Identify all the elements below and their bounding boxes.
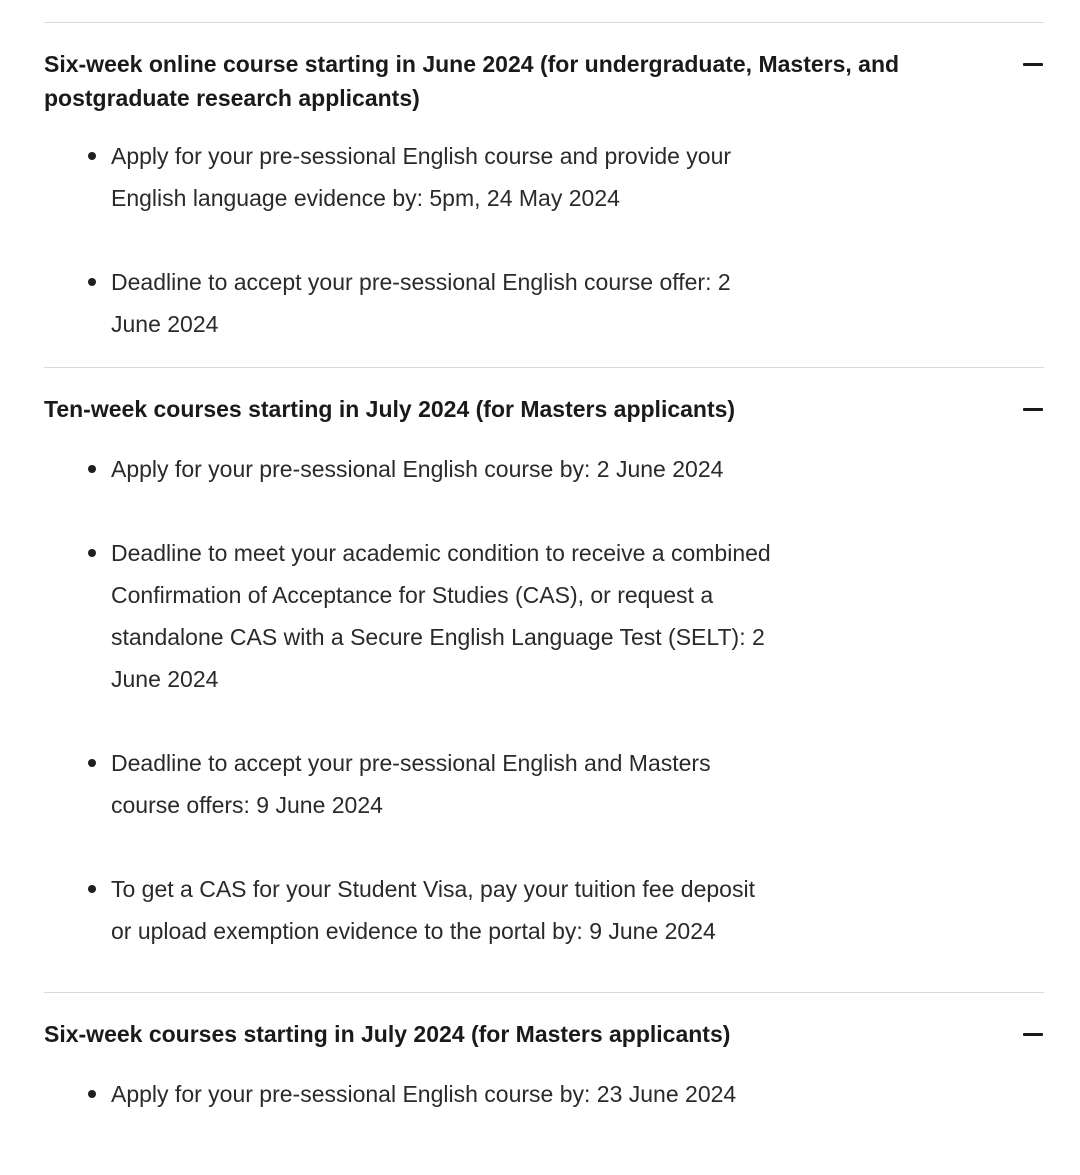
list-item bbox=[44, 868, 781, 952]
deadline-list bbox=[44, 135, 1044, 367]
list-item bbox=[44, 261, 781, 345]
minus-icon[interactable] bbox=[1022, 1017, 1044, 1051]
accordion-section-six-week-july bbox=[44, 992, 1044, 1115]
bullet-icon bbox=[88, 759, 96, 767]
list-item-text: Apply for your pre-sessional English course by: 23 June 2024 bbox=[111, 1081, 737, 1107]
deadlines-accordion bbox=[44, 0, 1044, 1115]
minus-icon[interactable] bbox=[1022, 392, 1044, 426]
list-item-text: Deadline to accept your pre-sessional English and Masters course offers: 9 June 2024 bbox=[111, 750, 711, 818]
list-item bbox=[44, 448, 781, 490]
list-item-text: To get a CAS for your Student Visa, pay your tuition fee deposit or upload exemption evidence to the portal by: 9 June 2024 bbox=[111, 876, 755, 944]
list-item bbox=[44, 532, 781, 700]
section-title: Six-week courses starting in July 2024 (for Masters applicants) bbox=[44, 1021, 731, 1047]
section-title: Six-week online course starting in June 2024 (for undergraduate, Masters, and postgraduate research applicants) bbox=[44, 51, 900, 111]
bullet-icon bbox=[88, 885, 96, 893]
bullet-icon bbox=[88, 1090, 96, 1098]
bullet-icon bbox=[88, 278, 96, 286]
accordion-header[interactable] bbox=[44, 23, 1044, 115]
accordion-header[interactable] bbox=[44, 368, 1044, 426]
list-item bbox=[44, 742, 781, 826]
list-item-text: Deadline to meet your academic condition to receive a combined Confirmation of Acceptance for Studies (CAS), or request a standalone CAS with a Secure English Language Test (SELT): 2 June 2024 bbox=[111, 540, 771, 692]
list-item bbox=[44, 1073, 781, 1115]
bullet-icon bbox=[88, 465, 96, 473]
accordion-header[interactable] bbox=[44, 993, 1044, 1051]
minus-icon[interactable] bbox=[1022, 47, 1044, 81]
list-item-text: Deadline to accept your pre-sessional English course offer: 2 June 2024 bbox=[111, 269, 731, 337]
list-item-text: Apply for your pre-sessional English course by: 2 June 2024 bbox=[111, 456, 724, 482]
accordion-section-ten-week-july bbox=[44, 367, 1044, 992]
section-title: Ten-week courses starting in July 2024 (for Masters applicants) bbox=[44, 396, 736, 422]
bullet-icon bbox=[88, 152, 96, 160]
deadline-list bbox=[44, 448, 1044, 992]
list-item-text: Apply for your pre-sessional English course and provide your English language evidence by: 5pm, 24 May 2024 bbox=[111, 143, 732, 211]
deadline-list bbox=[44, 1073, 1044, 1115]
accordion-section-six-week-online-june bbox=[44, 22, 1044, 367]
bullet-icon bbox=[88, 549, 96, 557]
list-item bbox=[44, 135, 781, 219]
